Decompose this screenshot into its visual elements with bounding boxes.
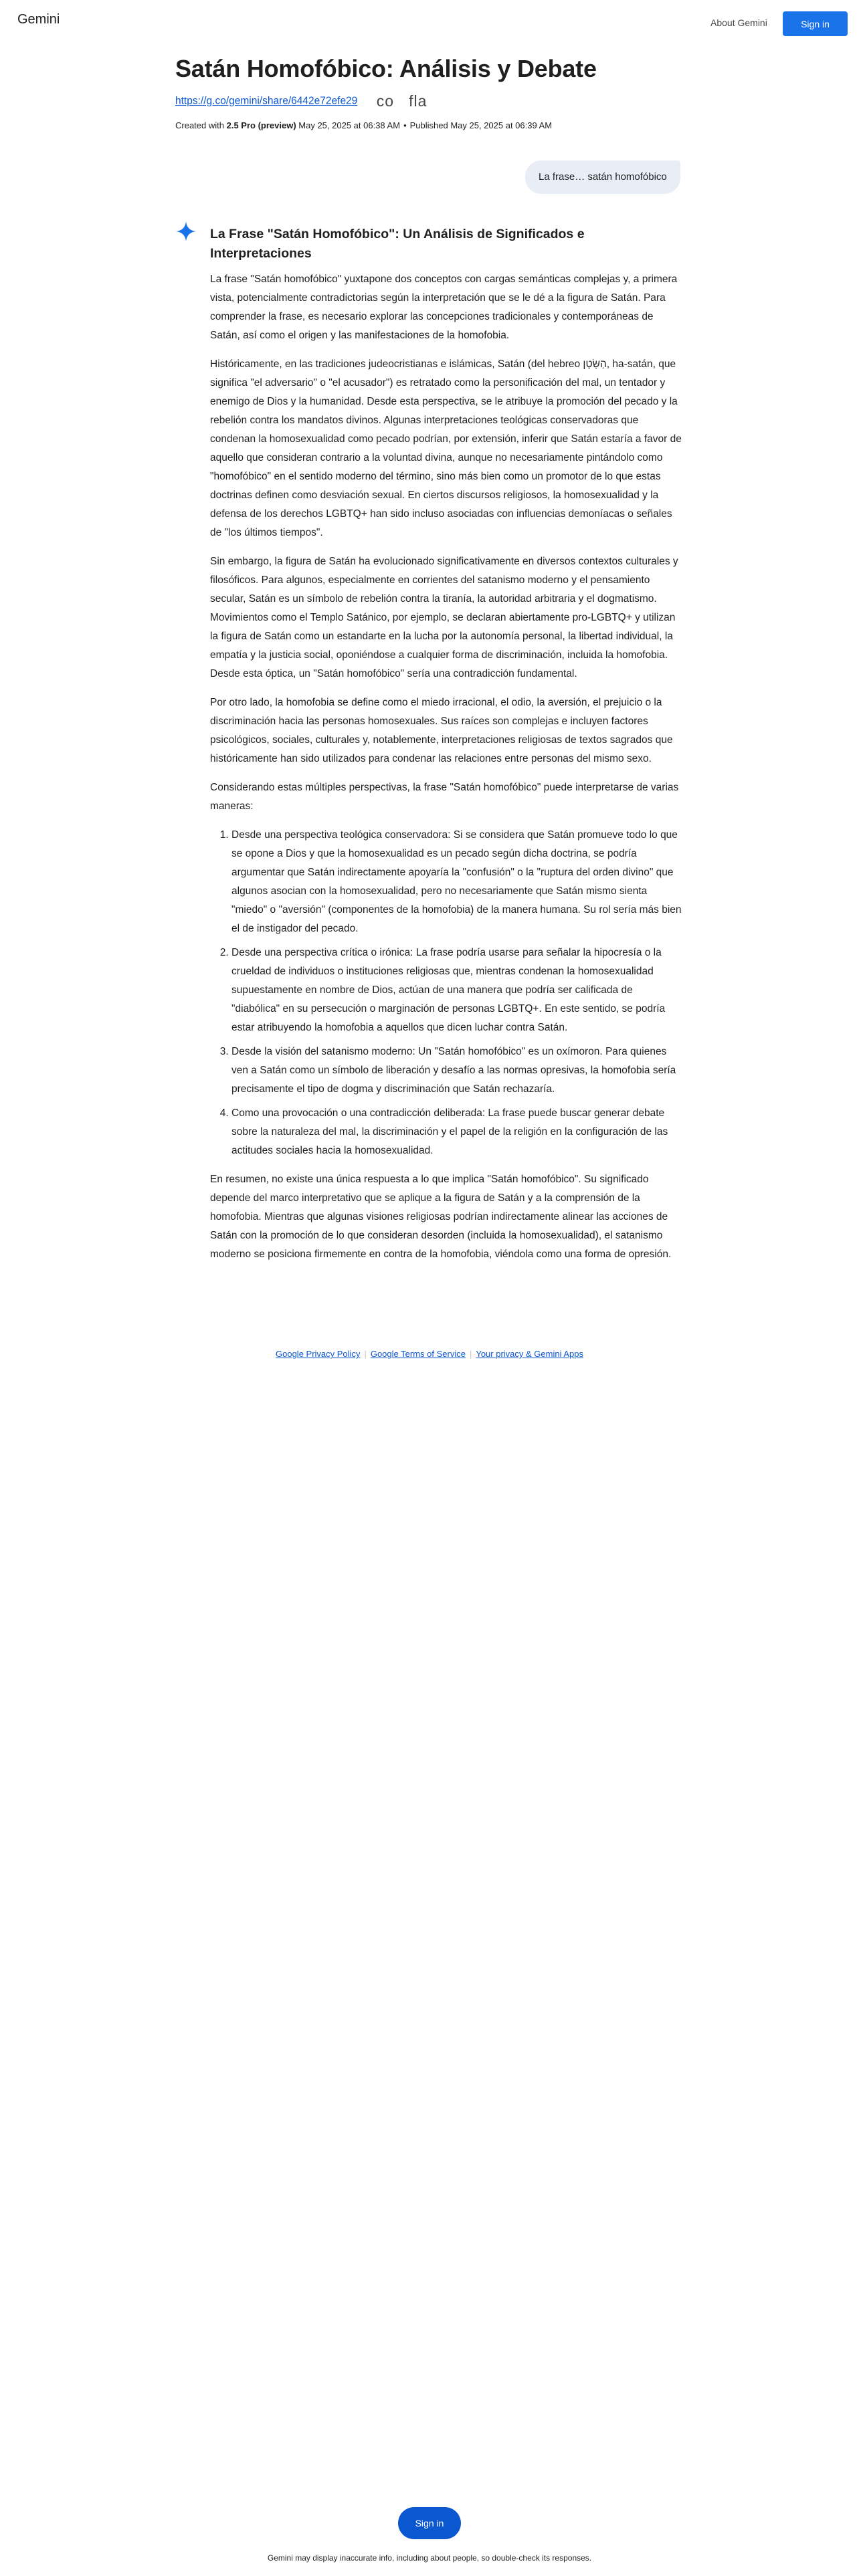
sign-in-bottom-button[interactable]: Sign in: [398, 2507, 461, 2539]
created-date: May 25, 2025 at 06:38 AM: [298, 120, 401, 130]
sign-in-button[interactable]: Sign in: [783, 11, 848, 36]
share-link[interactable]: https://g.co/gemini/share/6442e72efe29: [175, 95, 358, 107]
gemini-privacy-link[interactable]: Your privacy & Gemini Apps: [476, 1349, 583, 1359]
share-row: [175, 92, 442, 112]
created-prefix: Created with: [175, 120, 224, 130]
model-name: 2.5 Pro (preview): [226, 120, 296, 130]
footer-links: [0, 1349, 859, 1359]
terms-of-service-link[interactable]: Google Terms of Service: [370, 1349, 466, 1359]
list-item: 3. Desde la visión del satanismo moderno: Un "Satán homofóbico" es un oxímoron. Para quienes ven a Satán como un símbolo de liberación y desafío a las normas opresivas, la homofobia sería precisamente el tipo de dogma y discriminación que Satán rechazaría.: [231, 1043, 682, 1099]
response-paragraph: Históricamente, en las tradiciones judeocristianas e islámicas, Satán (del hebreo הַשָּׂטָן, ha-satán, que significa "el adversario" o "el acusador") es retratado como la personificación del mal, un tentador y enemigo de Dios y la humanidad. Desde esta perspectiva, se le atribuye la promoción del pecado y la rebelión contra los mandatos divinos. Algunas interpretaciones teológicas conservadoras que condenan la homosexualidad como pecado podrían, por extensión, inferir que Satán estaría a favor de aquello que consideran contrario a la voluntad divina, aunque no necesariamente pintándolo como "homofóbico" en el sentido moderno del término, sino más bien como un promotor de lo que estas doctrinas definen como desviación sexual. En ciertos discursos religiosos, la homosexualidad y la defensa de los derechos LGBTQ+ han sido incluso asociadas con influencias demoníacas o señales de "los últimos tiempos".: [210, 358, 682, 538]
top-bar: [0, 0, 859, 47]
disclaimer-text: Gemini may display inaccurate info, including about people, so double-check its responses.: [267, 2553, 592, 2563]
footer-separator: |: [469, 1349, 472, 1359]
gemini-brand[interactable]: Gemini: [17, 12, 60, 27]
list-item: 1. Desde una perspectiva teológica conservadora: Si se considera que Satán promueve todo lo que se opone a Dios y que la homosexualidad es un pecado según dicha doctrina, se podría argumentar que Satán indirectamente apoyaría la "confusión" o la "ruptura del orden divino" que algunos asocian con la homosexualidad, pero no necesariamente que Satán mismo sienta "miedo" o "aversión" (componentes de la homofobia) de la manera humana. Su rol sería más bien el de instigador del pecado.: [231, 826, 682, 938]
gemini-spark-icon: [175, 221, 197, 242]
response-summary: En resumen, no existe una única respuesta a lo que implica "Satán homofóbico". Su significado depende del marco interpretativo que se aplique a la figura de Satán y a la comprensión de la homofobia. Mientras que algunas visiones religiosas podrían indirectamente alinear las acciones de Satán con la promoción de lo que consideran desorden (incluida la homosexualidad), el satanismo moderno se posiciona firmemente en contra de la homofobia, viéndola como una forma de opresión.: [210, 1174, 672, 1260]
about-gemini-link[interactable]: About Gemini: [710, 17, 767, 28]
share-icons: [377, 92, 442, 110]
user-prompt-bubble: La frase… satán homofóbico: [525, 160, 680, 194]
interpretations-list: [210, 826, 682, 1160]
privacy-policy-link[interactable]: Google Privacy Policy: [276, 1349, 361, 1359]
response-paragraph: La frase "Satán homofóbico" yuxtapone dos conceptos con cargas semánticas complejas y, a primera vista, potencialmente contradictorias según la interpretación que se le dé a la figura de Satán. Para comprender la frase, es necesario explorar las concepciones tradicionales y contemporáneas de Satán, así como el origen y las manifestaciones de la homofobia.: [210, 274, 678, 341]
list-item: 4. Como una provocación o una contradicción deliberada: La frase puede buscar generar debate sobre la naturaleza del mal, la discriminación y el papel de la religión en la configuración de las actitudes sociales hacia la homosexualidad.: [231, 1104, 682, 1160]
meta-separator: •: [403, 120, 407, 130]
share-metadata: [175, 120, 552, 130]
footer-separator: |: [364, 1349, 367, 1359]
flag-report-icon[interactable]: fla: [409, 92, 427, 110]
published-date: Published May 25, 2025 at 06:39 AM: [409, 120, 553, 130]
page-title: Satán Homofóbico: Análisis y Debate: [175, 55, 597, 82]
copy-link-icon[interactable]: co: [376, 92, 395, 110]
response-paragraph: Sin embargo, la figura de Satán ha evolucionado significativamente en diversos contextos culturales y filosóficos. Para algunos, especialmente en corrientes del satanismo moderno y el pensamiento secular, Satán es un símbolo de rebelión contra la tiranía, la autoridad arbitraria y el dogmatismo. Movimientos como el Templo Satánico, por ejemplo, se declaran abiertamente pro-LGBTQ+ y utilizan la figura de Satán como un estandarte en la lucha por la autonomía personal, la libertad individual, la empatía y la justicia social, oponiéndose a cualquier forma de discriminación, incluida la homofobia. Desde esta óptica, un "Satán homofóbico" sería una contradicción fundamental.: [210, 556, 678, 679]
response-paragraph: Por otro lado, la homofobia se define como el miedo irracional, el odio, la aversión, el prejuicio o la discriminación hacia las personas homosexuales. Sus raíces son complejas e incluyen factores psicológicos, sociales, culturales y, notablemente, interpretaciones religiosas de textos sagrados que históricamente han sido utilizados para condenar las relaciones entre personas del mismo sexo.: [210, 697, 673, 764]
list-item: 2. Desde una perspectiva crítica o irónica: La frase podría usarse para señalar la hipocresía o la crueldad de individuos o instituciones religiosas que, mientras condenan la homosexualidad supuestamente en nombre de Dios, actúan de una manera que podría ser calificada de "diabólica" en su persecución o marginación de personas LGBTQ+. En este sentido, se podría estar atribuyendo la homofobia a aquellos que dicen luchar contra Satán.: [231, 944, 682, 1037]
response-heading: La Frase "Satán Homofóbico": Un Análisis de Significados e Interpretaciones: [210, 227, 585, 261]
model-response: [210, 225, 682, 1274]
response-paragraph: Considerando estas múltiples perspectivas, la frase "Satán homofóbico" puede interpretarse de varias maneras:: [210, 782, 679, 812]
